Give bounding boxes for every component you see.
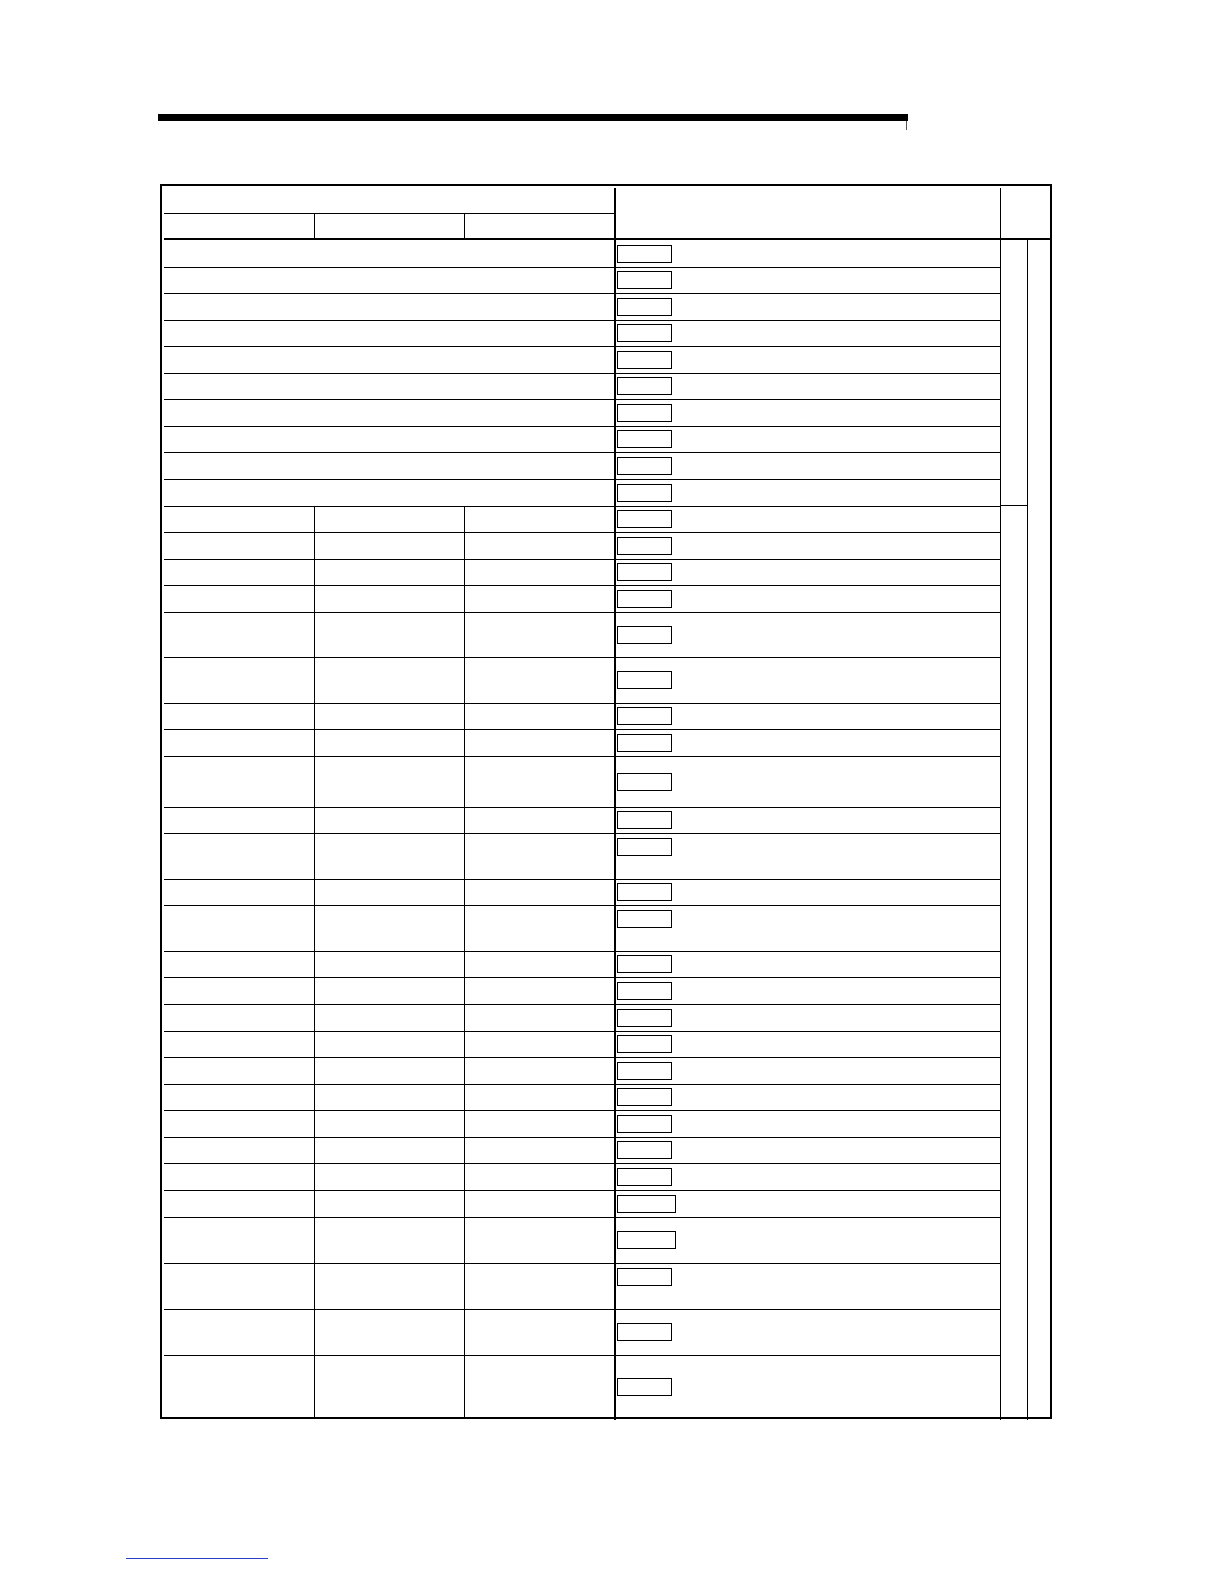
row-rule (164, 1309, 1001, 1310)
row-col-divider (314, 506, 315, 1419)
row-rule (164, 977, 1001, 978)
row-rule (164, 756, 1001, 757)
code-box (617, 1195, 676, 1213)
code-box (617, 1323, 672, 1341)
code-box (617, 982, 672, 1000)
row-rule (164, 1190, 1001, 1191)
code-box (617, 1088, 672, 1106)
code-box (617, 271, 672, 289)
row-col-divider (464, 506, 465, 1419)
row-rule (164, 479, 1001, 480)
row-rule (164, 426, 1001, 427)
row-rule (164, 703, 1001, 704)
row-rule (164, 951, 1001, 952)
remarks-sub-divider (1027, 240, 1028, 1420)
row-rule (164, 905, 1001, 906)
header-subdivider (164, 213, 614, 214)
code-box (617, 955, 672, 973)
row-rule (164, 320, 1001, 321)
header-col-divider (464, 213, 465, 239)
code-box (617, 430, 672, 448)
row-rule (164, 373, 1001, 374)
row-rule (164, 293, 1001, 294)
row-rule (164, 532, 1001, 533)
code-box (617, 1231, 676, 1249)
code-box (617, 1168, 672, 1186)
code-box (617, 590, 672, 608)
code-box (617, 351, 672, 369)
code-box (617, 537, 672, 555)
code-box (617, 377, 672, 395)
row-rule (164, 612, 1001, 613)
specification-table (160, 184, 1052, 1419)
code-box (617, 1115, 672, 1133)
row-rule (164, 585, 1001, 586)
row-rule (164, 1004, 1001, 1005)
header-bottom-rule (164, 238, 1052, 240)
code-box (617, 298, 672, 316)
code-box (617, 1378, 672, 1396)
header-col-divider (314, 213, 315, 239)
row-rule (164, 1217, 1001, 1218)
code-box (617, 1141, 672, 1159)
code-box (617, 457, 672, 475)
code-box (617, 910, 672, 928)
row-rule (164, 1031, 1001, 1032)
row-rule (164, 1110, 1001, 1111)
code-box (617, 626, 672, 644)
code-box (617, 510, 672, 528)
row-rule (164, 506, 1001, 507)
code-box (617, 404, 672, 422)
code-box (617, 245, 672, 263)
code-box (617, 734, 672, 752)
row-rule (164, 1084, 1001, 1085)
row-rule (164, 1163, 1001, 1164)
row-rule (164, 1263, 1001, 1264)
code-box (617, 563, 672, 581)
row-rule (164, 807, 1001, 808)
code-box (617, 773, 672, 791)
row-rule (164, 1355, 1001, 1356)
row-rule (164, 267, 1001, 268)
code-box (617, 1035, 672, 1053)
code-box (617, 883, 672, 901)
code-box (617, 707, 672, 725)
row-rule (164, 1057, 1001, 1058)
code-box (617, 838, 672, 856)
code-box (617, 811, 672, 829)
row-rule (164, 452, 1001, 453)
footer-link-underline[interactable] (126, 1558, 268, 1559)
row-rule (164, 559, 1001, 560)
row-rule (164, 729, 1001, 730)
row-rule (164, 833, 1001, 834)
row-rule (164, 657, 1001, 658)
row-rule (164, 346, 1001, 347)
code-box (617, 671, 672, 689)
header-rule-tick (906, 121, 907, 130)
header-rule (158, 114, 908, 121)
row-rule (164, 399, 1001, 400)
row-rule (164, 879, 1001, 880)
code-box (617, 1062, 672, 1080)
code-box (617, 484, 672, 502)
remarks-group-rule (1000, 505, 1027, 506)
code-box (617, 1009, 672, 1027)
row-rule (164, 1137, 1001, 1138)
code-box (617, 324, 672, 342)
code-box (617, 1268, 672, 1286)
